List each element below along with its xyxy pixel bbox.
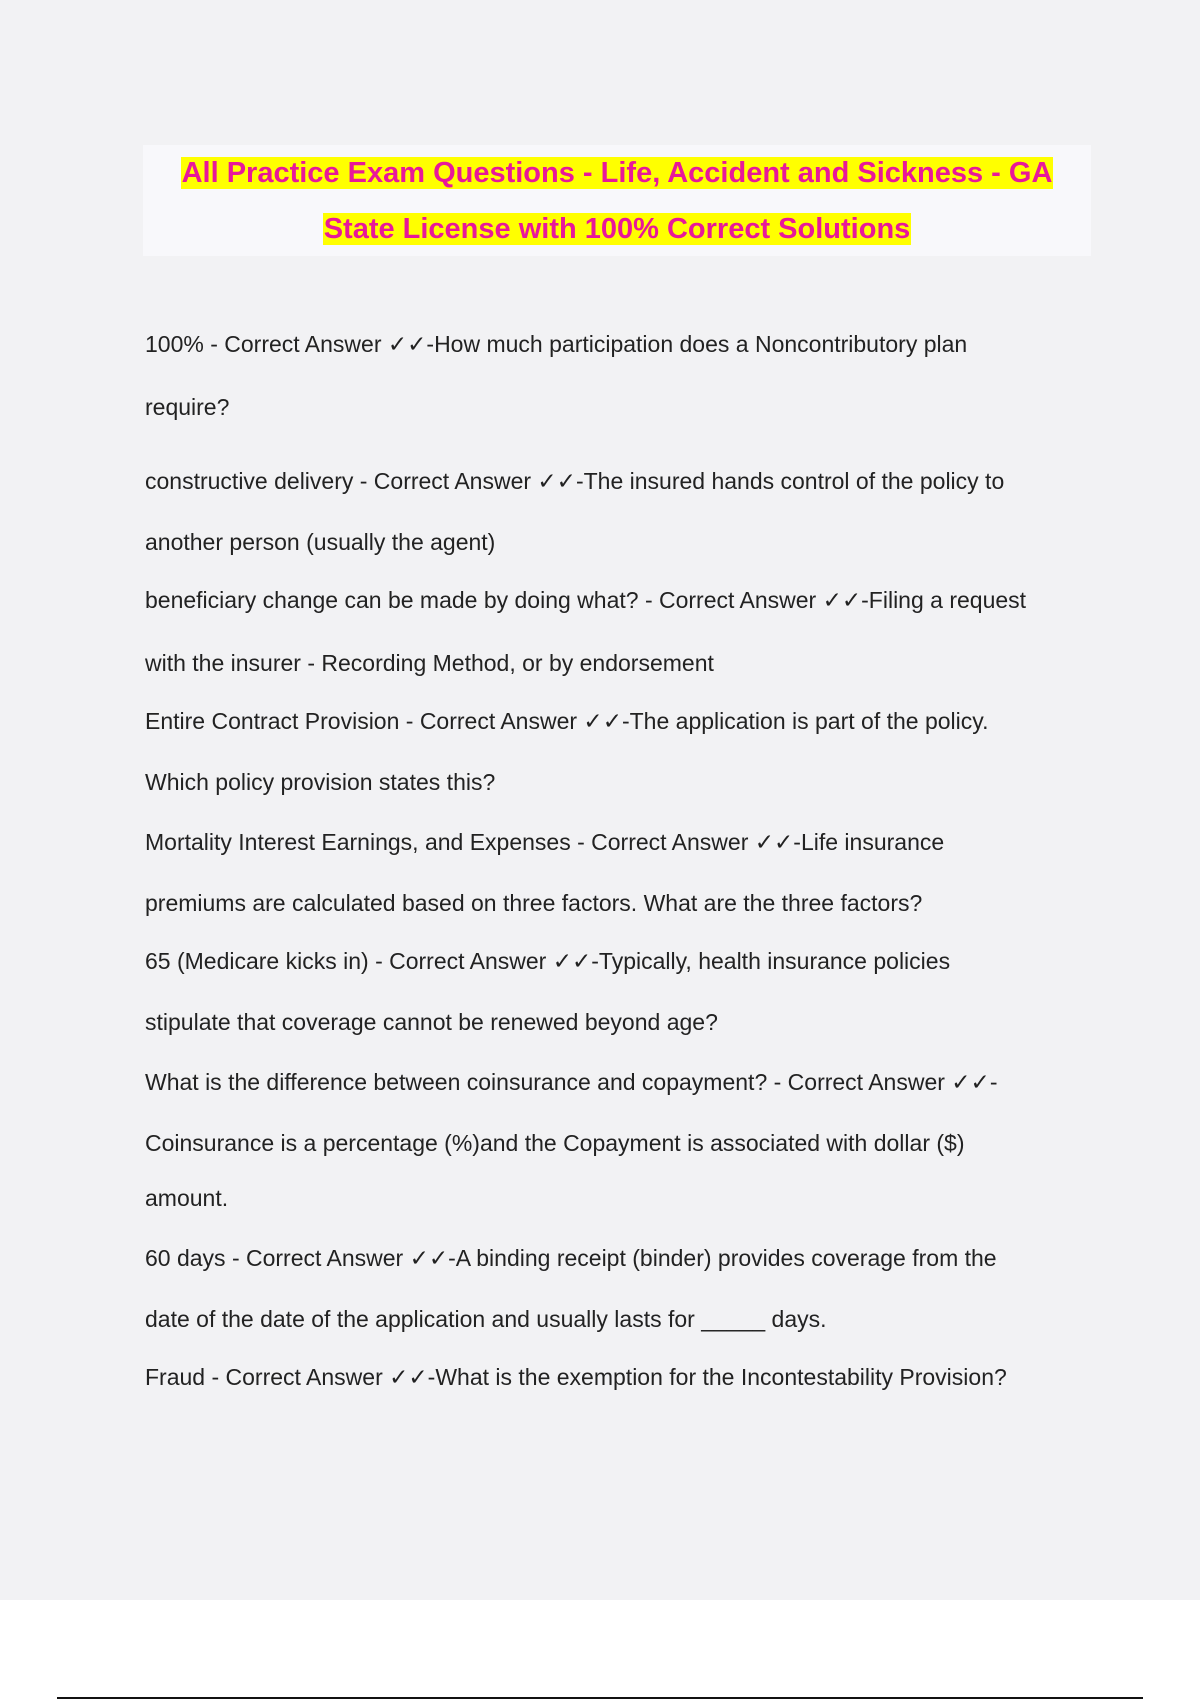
qa-line: What is the difference between coinsurance and copayment? - Correct Answer ✓✓- — [145, 1069, 998, 1095]
qa-line: 65 (Medicare kicks in) - Correct Answer ✓✓-Typically, health insurance policies — [145, 948, 951, 974]
qa-line: require? — [145, 394, 230, 420]
qa-line: with the insurer - Recording Method, or by endorsement — [145, 650, 714, 676]
qa-line: Which policy provision states this? — [145, 769, 496, 795]
qa-line: Fraud - Correct Answer ✓✓-What is the exemption for the Incontestability Provision? — [145, 1364, 1007, 1390]
qa-line: stipulate that coverage cannot be renewed beyond age? — [145, 1009, 718, 1035]
qa-line: date of the date of the application and usually lasts for _____ days. — [145, 1306, 827, 1332]
qa-line: premiums are calculated based on three factors. What are the three factors? — [145, 890, 923, 916]
document-title — [143, 145, 1091, 256]
qa-line: constructive delivery - Correct Answer ✓✓-The insured hands control of the policy to — [145, 468, 1005, 494]
qa-line: Entire Contract Provision - Correct Answer ✓✓-The application is part of the policy. — [145, 708, 989, 734]
qa-line: 60 days - Correct Answer ✓✓-A binding receipt (binder) provides coverage from the — [145, 1245, 997, 1271]
qa-line: Coinsurance is a percentage (%)and the Copayment is associated with dollar ($) — [145, 1130, 965, 1156]
title-line-text: State License with 100% Correct Solutions — [323, 213, 911, 245]
qa-line: another person (usually the agent) — [145, 529, 496, 555]
footer-divider — [57, 1697, 1143, 1699]
qa-line: 100% - Correct Answer ✓✓-How much participation does a Noncontributory plan — [145, 331, 968, 357]
qa-line: Mortality Interest Earnings, and Expenses - Correct Answer ✓✓-Life insurance — [145, 829, 945, 855]
qa-line: beneficiary change can be made by doing what? - Correct Answer ✓✓-Filing a request — [145, 587, 1027, 613]
title-line — [143, 201, 1091, 257]
qa-line: amount. — [145, 1185, 229, 1211]
title-line-text: All Practice Exam Questions - Life, Accident and Sickness - GA — [181, 157, 1053, 189]
title-line — [143, 145, 1091, 201]
